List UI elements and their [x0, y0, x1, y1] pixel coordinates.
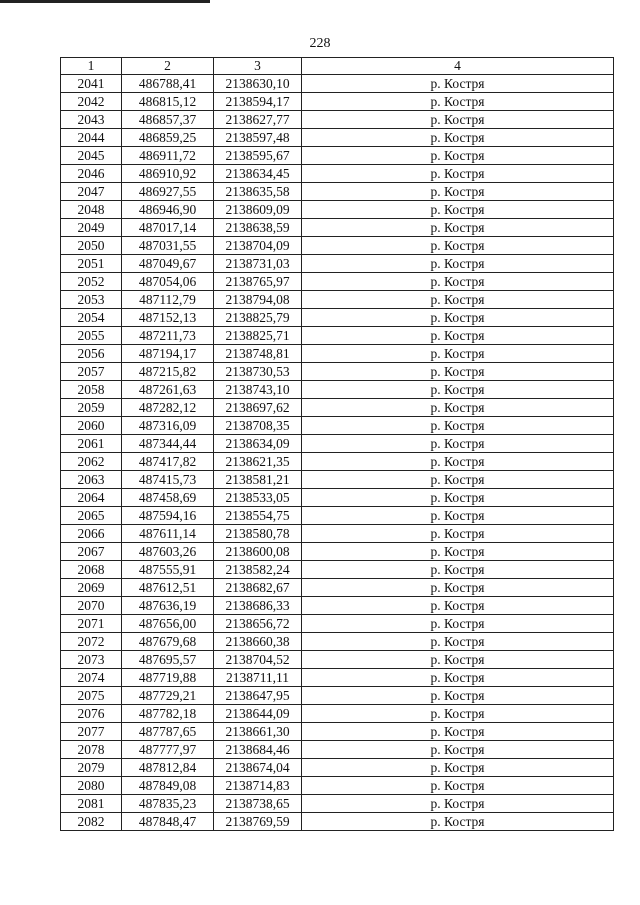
description-cell: р. Костря [302, 273, 614, 291]
description-cell: р. Костря [302, 165, 614, 183]
x-coordinate-cell: 487656,00 [122, 615, 214, 633]
description-cell: р. Костря [302, 777, 614, 795]
point-number-cell: 2058 [61, 381, 122, 399]
y-coordinate-cell: 2138656,72 [214, 615, 302, 633]
x-coordinate-cell: 487611,14 [122, 525, 214, 543]
point-number-cell: 2061 [61, 435, 122, 453]
description-cell: р. Костря [302, 561, 614, 579]
point-number-cell: 2069 [61, 579, 122, 597]
header-row [61, 58, 614, 75]
table-row [61, 687, 614, 705]
y-coordinate-cell: 2138600,08 [214, 543, 302, 561]
x-coordinate-cell: 486815,12 [122, 93, 214, 111]
point-number-cell: 2070 [61, 597, 122, 615]
description-cell: р. Костря [302, 687, 614, 705]
x-coordinate-cell: 487695,57 [122, 651, 214, 669]
x-coordinate-cell: 487017,14 [122, 219, 214, 237]
table-row [61, 759, 614, 777]
y-coordinate-cell: 2138686,33 [214, 597, 302, 615]
description-cell: р. Костря [302, 291, 614, 309]
description-cell: р. Костря [302, 129, 614, 147]
description-cell: р. Костря [302, 237, 614, 255]
y-coordinate-cell: 2138704,52 [214, 651, 302, 669]
x-coordinate-cell: 487812,84 [122, 759, 214, 777]
table-row [61, 363, 614, 381]
x-coordinate-cell: 487415,73 [122, 471, 214, 489]
description-cell: р. Костря [302, 633, 614, 651]
table-row [61, 651, 614, 669]
x-coordinate-cell: 487787,65 [122, 723, 214, 741]
description-cell: р. Костря [302, 399, 614, 417]
description-cell: р. Костря [302, 795, 614, 813]
point-number-cell: 2044 [61, 129, 122, 147]
point-number-cell: 2051 [61, 255, 122, 273]
x-coordinate-cell: 487729,21 [122, 687, 214, 705]
page-number: 228 [309, 36, 331, 51]
y-coordinate-cell: 2138661,30 [214, 723, 302, 741]
description-cell: р. Костря [302, 309, 614, 327]
y-coordinate-cell: 2138634,45 [214, 165, 302, 183]
x-coordinate-cell: 487112,79 [122, 291, 214, 309]
table-row [61, 471, 614, 489]
point-number-cell: 2064 [61, 489, 122, 507]
x-coordinate-cell: 487261,63 [122, 381, 214, 399]
x-coordinate-cell: 486946,90 [122, 201, 214, 219]
y-coordinate-cell: 2138704,09 [214, 237, 302, 255]
x-coordinate-cell: 486910,92 [122, 165, 214, 183]
x-coordinate-cell: 487194,17 [122, 345, 214, 363]
table-row [61, 633, 614, 651]
table-row [61, 273, 614, 291]
description-cell: р. Костря [302, 417, 614, 435]
point-number-cell: 2053 [61, 291, 122, 309]
point-number-cell: 2046 [61, 165, 122, 183]
point-number-cell: 2078 [61, 741, 122, 759]
table-row [61, 453, 614, 471]
y-coordinate-cell: 2138748,81 [214, 345, 302, 363]
point-number-cell: 2052 [61, 273, 122, 291]
table-row [61, 507, 614, 525]
table-row [61, 417, 614, 435]
x-coordinate-cell: 487054,06 [122, 273, 214, 291]
point-number-cell: 2079 [61, 759, 122, 777]
x-coordinate-cell: 487612,51 [122, 579, 214, 597]
table-row [61, 579, 614, 597]
point-number-cell: 2049 [61, 219, 122, 237]
point-number-cell: 2075 [61, 687, 122, 705]
description-cell: р. Костря [302, 255, 614, 273]
y-coordinate-cell: 2138682,67 [214, 579, 302, 597]
y-coordinate-cell: 2138627,77 [214, 111, 302, 129]
x-coordinate-cell: 486911,72 [122, 147, 214, 165]
y-coordinate-cell: 2138597,48 [214, 129, 302, 147]
table-row [61, 147, 614, 165]
y-coordinate-cell: 2138731,03 [214, 255, 302, 273]
description-cell: р. Костря [302, 93, 614, 111]
description-cell: р. Костря [302, 471, 614, 489]
x-coordinate-cell: 487603,26 [122, 543, 214, 561]
x-coordinate-cell: 487848,47 [122, 813, 214, 831]
y-coordinate-cell: 2138621,35 [214, 453, 302, 471]
description-cell: р. Костря [302, 579, 614, 597]
table-row [61, 255, 614, 273]
y-coordinate-cell: 2138635,58 [214, 183, 302, 201]
description-cell: р. Костря [302, 363, 614, 381]
x-coordinate-cell: 487835,23 [122, 795, 214, 813]
description-cell: р. Костря [302, 615, 614, 633]
table-row [61, 723, 614, 741]
point-number-cell: 2056 [61, 345, 122, 363]
x-coordinate-cell: 487555,91 [122, 561, 214, 579]
point-number-cell: 2072 [61, 633, 122, 651]
y-coordinate-cell: 2138714,83 [214, 777, 302, 795]
table-row [61, 309, 614, 327]
x-coordinate-cell: 487282,12 [122, 399, 214, 417]
x-coordinate-cell: 487594,16 [122, 507, 214, 525]
point-number-cell: 2062 [61, 453, 122, 471]
table-row [61, 237, 614, 255]
point-number-cell: 2060 [61, 417, 122, 435]
table-row [61, 345, 614, 363]
description-cell: р. Костря [302, 723, 614, 741]
x-coordinate-cell: 487777,97 [122, 741, 214, 759]
point-number-cell: 2081 [61, 795, 122, 813]
y-coordinate-cell: 2138634,09 [214, 435, 302, 453]
point-number-cell: 2071 [61, 615, 122, 633]
table-row [61, 543, 614, 561]
point-number-cell: 2065 [61, 507, 122, 525]
x-coordinate-cell: 487344,44 [122, 435, 214, 453]
description-cell: р. Костря [302, 651, 614, 669]
point-number-cell: 2043 [61, 111, 122, 129]
description-cell: р. Костря [302, 813, 614, 831]
table-row [61, 435, 614, 453]
table-row [61, 813, 614, 831]
point-number-cell: 2050 [61, 237, 122, 255]
point-number-cell: 2045 [61, 147, 122, 165]
point-number-cell: 2082 [61, 813, 122, 831]
description-cell: р. Костря [302, 219, 614, 237]
table-row [61, 291, 614, 309]
point-number-cell: 2057 [61, 363, 122, 381]
table-row [61, 129, 614, 147]
header-col-1: 1 [61, 58, 122, 75]
table-row [61, 165, 614, 183]
description-cell: р. Костря [302, 741, 614, 759]
table-row [61, 525, 614, 543]
y-coordinate-cell: 2138769,59 [214, 813, 302, 831]
x-coordinate-cell: 487211,73 [122, 327, 214, 345]
y-coordinate-cell: 2138660,38 [214, 633, 302, 651]
table-row [61, 327, 614, 345]
y-coordinate-cell: 2138738,65 [214, 795, 302, 813]
y-coordinate-cell: 2138730,53 [214, 363, 302, 381]
point-number-cell: 2055 [61, 327, 122, 345]
description-cell: р. Костря [302, 669, 614, 687]
header-col-3: 3 [214, 58, 302, 75]
y-coordinate-cell: 2138647,95 [214, 687, 302, 705]
y-coordinate-cell: 2138581,21 [214, 471, 302, 489]
x-coordinate-cell: 487152,13 [122, 309, 214, 327]
point-number-cell: 2063 [61, 471, 122, 489]
point-number-cell: 2047 [61, 183, 122, 201]
point-number-cell: 2042 [61, 93, 122, 111]
x-coordinate-cell: 487782,18 [122, 705, 214, 723]
y-coordinate-cell: 2138765,97 [214, 273, 302, 291]
description-cell: р. Костря [302, 435, 614, 453]
y-coordinate-cell: 2138594,17 [214, 93, 302, 111]
x-coordinate-cell: 486857,37 [122, 111, 214, 129]
y-coordinate-cell: 2138697,62 [214, 399, 302, 417]
y-coordinate-cell: 2138533,05 [214, 489, 302, 507]
x-coordinate-cell: 486788,41 [122, 75, 214, 93]
description-cell: р. Костря [302, 111, 614, 129]
description-cell: р. Костря [302, 597, 614, 615]
table-row [61, 705, 614, 723]
point-number-cell: 2080 [61, 777, 122, 795]
table-row [61, 741, 614, 759]
coordinates-table [60, 57, 614, 831]
description-cell: р. Костря [302, 705, 614, 723]
table-row [61, 201, 614, 219]
y-coordinate-cell: 2138674,04 [214, 759, 302, 777]
table-row [61, 399, 614, 417]
table-row [61, 111, 614, 129]
point-number-cell: 2054 [61, 309, 122, 327]
table-row [61, 75, 614, 93]
x-coordinate-cell: 487316,09 [122, 417, 214, 435]
description-cell: р. Костря [302, 75, 614, 93]
y-coordinate-cell: 2138580,78 [214, 525, 302, 543]
point-number-cell: 2068 [61, 561, 122, 579]
description-cell: р. Костря [302, 147, 614, 165]
description-cell: р. Костря [302, 381, 614, 399]
description-cell: р. Костря [302, 507, 614, 525]
description-cell: р. Костря [302, 525, 614, 543]
table-body [61, 75, 614, 831]
y-coordinate-cell: 2138743,10 [214, 381, 302, 399]
point-number-cell: 2059 [61, 399, 122, 417]
y-coordinate-cell: 2138794,08 [214, 291, 302, 309]
y-coordinate-cell: 2138554,75 [214, 507, 302, 525]
y-coordinate-cell: 2138708,35 [214, 417, 302, 435]
y-coordinate-cell: 2138711,11 [214, 669, 302, 687]
table-row [61, 183, 614, 201]
header-col-4: 4 [302, 58, 614, 75]
x-coordinate-cell: 487636,19 [122, 597, 214, 615]
x-coordinate-cell: 486927,55 [122, 183, 214, 201]
description-cell: р. Костря [302, 543, 614, 561]
table-row [61, 777, 614, 795]
x-coordinate-cell: 487031,55 [122, 237, 214, 255]
x-coordinate-cell: 486859,25 [122, 129, 214, 147]
table-row [61, 669, 614, 687]
point-number-cell: 2066 [61, 525, 122, 543]
description-cell: р. Костря [302, 489, 614, 507]
top-rule [0, 0, 210, 3]
table-row [61, 561, 614, 579]
description-cell: р. Костря [302, 327, 614, 345]
description-cell: р. Костря [302, 201, 614, 219]
y-coordinate-cell: 2138825,71 [214, 327, 302, 345]
description-cell: р. Костря [302, 453, 614, 471]
y-coordinate-cell: 2138825,79 [214, 309, 302, 327]
x-coordinate-cell: 487458,69 [122, 489, 214, 507]
description-cell: р. Костря [302, 345, 614, 363]
description-cell: р. Костря [302, 759, 614, 777]
point-number-cell: 2074 [61, 669, 122, 687]
x-coordinate-cell: 487417,82 [122, 453, 214, 471]
table-row [61, 795, 614, 813]
point-number-cell: 2048 [61, 201, 122, 219]
table-row [61, 597, 614, 615]
table-row [61, 219, 614, 237]
y-coordinate-cell: 2138630,10 [214, 75, 302, 93]
x-coordinate-cell: 487679,68 [122, 633, 214, 651]
x-coordinate-cell: 487215,82 [122, 363, 214, 381]
point-number-cell: 2041 [61, 75, 122, 93]
table-row [61, 489, 614, 507]
y-coordinate-cell: 2138595,67 [214, 147, 302, 165]
x-coordinate-cell: 487849,08 [122, 777, 214, 795]
point-number-cell: 2076 [61, 705, 122, 723]
y-coordinate-cell: 2138582,24 [214, 561, 302, 579]
x-coordinate-cell: 487049,67 [122, 255, 214, 273]
y-coordinate-cell: 2138644,09 [214, 705, 302, 723]
header-col-2: 2 [122, 58, 214, 75]
table-row [61, 615, 614, 633]
table-row [61, 381, 614, 399]
y-coordinate-cell: 2138684,46 [214, 741, 302, 759]
x-coordinate-cell: 487719,88 [122, 669, 214, 687]
description-cell: р. Костря [302, 183, 614, 201]
point-number-cell: 2067 [61, 543, 122, 561]
point-number-cell: 2077 [61, 723, 122, 741]
y-coordinate-cell: 2138609,09 [214, 201, 302, 219]
y-coordinate-cell: 2138638,59 [214, 219, 302, 237]
table-row [61, 93, 614, 111]
point-number-cell: 2073 [61, 651, 122, 669]
